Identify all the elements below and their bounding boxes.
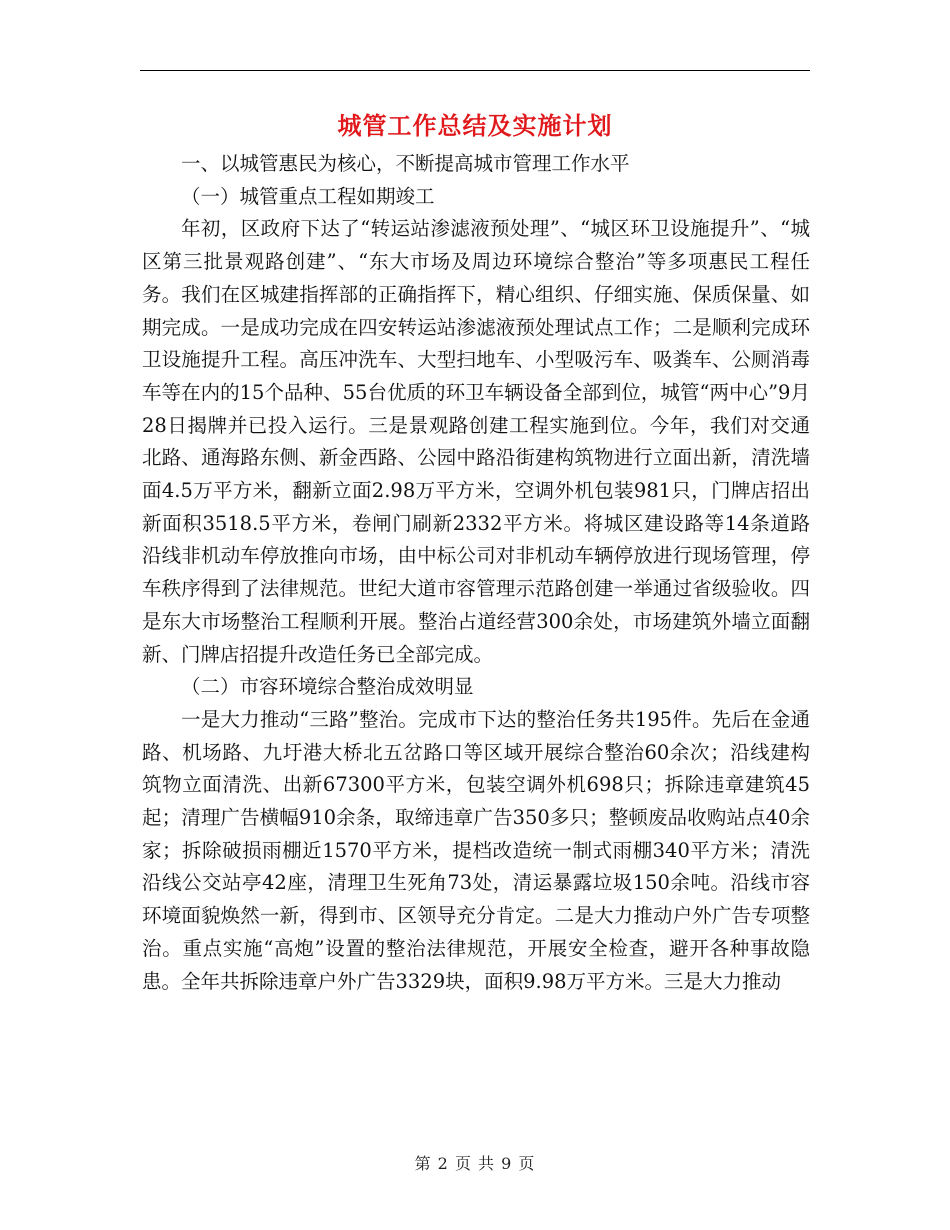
- subsection-heading-2: （二）市容环境综合整治成效明显: [181, 675, 474, 699]
- body-paragraph-1: 年初，区政府下达了“转运站渗滤液预处理”、“城区环卫设施提升”、“城区第三批景观路创建”、“东大市场及周边环境综合整治”等多项惠民工程任务。我们在区城建指挥部的正确指挥下，精心组织、仔细实施、保质保量、如期完成。一是成功完成在四安转运站渗滤液预处理试点工作；二是顺利完成环卫设施提升工程。高压冲洗车、大型扫地车、小型吸污车、吸粪车、公厕消毒车等在内的15个品种、55台优质的环卫车辆设备全部到位，城管“两中心”9月28日揭牌并已投入运行。三是景观路创建工程实施到位。今年，我们对交通北路、通海路东侧、新金西路、公园中路沿街建构筑物进行立面出新，清洗墙面4.5万平方米，翻新立面2.98万平方米，空调外机包装981只，门牌店招出新面积3518.5平方米，卷闸门刷新2332平方米。将城区建设路等14条道路沿线非机动车停放推向市场，由中标公司对非机动车辆停放进行现场管理，停车秩序得到了法律规范。世纪大道市容管理示范路创建一举通过省级验收。四是东大市场整治工程顺利开展。整治占道经营300余处，市场建筑外墙立面翻新、门牌店招提升改造任务已全部完成。: [142, 217, 810, 666]
- header-rule: [140, 70, 810, 71]
- page-number: 第 2 页 共 9 页: [414, 1154, 536, 1173]
- document-body: [142, 148, 810, 998]
- body-paragraph-2: 一是大力推动“三路”整治。完成市下达的整治任务共195件。先后在金通路、机场路、九圩港大桥北五岔路口等区域开展综合整治60余次；沿线建构筑物立面清洗、出新67300平方米，包装空调外机698只；拆除违章建筑45起；清理广告横幅910余条，取缔违章广告350多只；整顿废品收购站点40余家；拆除破损雨棚近1570平方米，提档改造统一制式雨棚340平方米；清洗沿线公交站亭42座，清理卫生死角73处，清运暴露垃圾150余吨。沿线市容环境面貌焕然一新，得到市、区领导充分肯定。二是大力推动户外广告专项整治。重点实施“高炮”设置的整治法律规范，开展安全检查，避开各种事故隐患。全年共拆除违章户外广告3329块，面积9.98万平方米。三是大力推动: [142, 707, 810, 993]
- document-title: 城管工作总结及实施计划: [337, 111, 613, 140]
- subsection-heading-1: （一）城管重点工程如期竣工: [181, 184, 435, 208]
- section-heading-1: 一、以城管惠民为核心，不断提高城市管理工作水平: [181, 152, 630, 175]
